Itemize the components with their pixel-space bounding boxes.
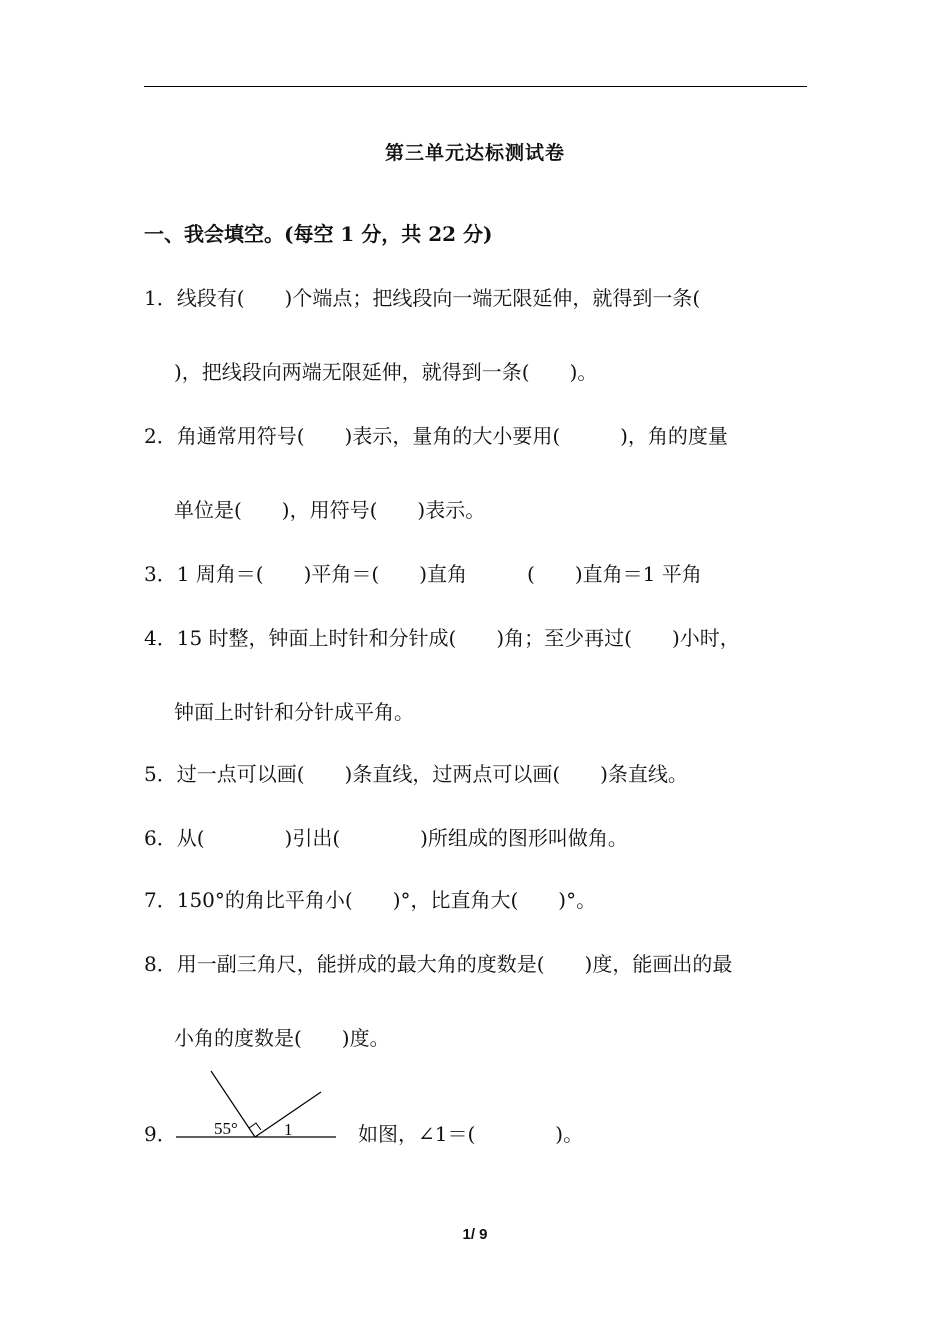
question-6: 6．从( )引出( )所组成的图形叫做角。 — [144, 826, 628, 850]
angle-55-label: 55° — [214, 1119, 238, 1138]
question-5: 5．过一点可以画( )条直线，过两点可以画( )条直线。 — [144, 762, 688, 786]
question-4-line-1: 4．15 时整，钟面上时针和分针成( )角；至少再过( )小时， — [144, 626, 740, 650]
question-7: 7．150°的角比平角小( )°，比直角大( )°。 — [144, 888, 597, 912]
angle-1-label: 1 — [284, 1120, 293, 1139]
question-2-line-1: 2．角通常用符号( )表示，量角的大小要用( )，角的度量 — [144, 424, 728, 448]
right-angle-marker — [249, 1123, 261, 1130]
question-1-line-1: 1．线段有( )个端点；把线段向一端无限延伸，就得到一条( — [144, 286, 701, 310]
header-rule — [144, 86, 807, 87]
section-heading-fill-blank: 一、我会填空。(每空 1 分，共 22 分) — [144, 222, 493, 246]
question-2-line-2: 单位是( )，用符号( )表示。 — [174, 498, 486, 522]
question-1-line-2: )，把线段向两端无限延伸，就得到一条( )。 — [174, 360, 598, 384]
question-9-text: 如图，∠1＝( )。 — [358, 1122, 584, 1146]
exam-title: 第三单元达标测试卷 — [384, 142, 565, 164]
angle-figure — [176, 1068, 338, 1142]
question-4-line-2: 钟面上时针和分针成平角。 — [174, 700, 414, 724]
question-8-line-2: 小角的度数是( )度。 — [174, 1026, 390, 1050]
question-8-line-1: 8．用一副三角尺，能拼成的最大角的度数是( )度，能画出的最 — [144, 952, 733, 976]
page-number: 1/ 9 — [462, 1226, 488, 1243]
question-9-number: 9． — [144, 1122, 177, 1146]
question-3: 3．1 周角＝( )平角＝( )直角 ( )直角＝1 平角 — [144, 562, 702, 586]
